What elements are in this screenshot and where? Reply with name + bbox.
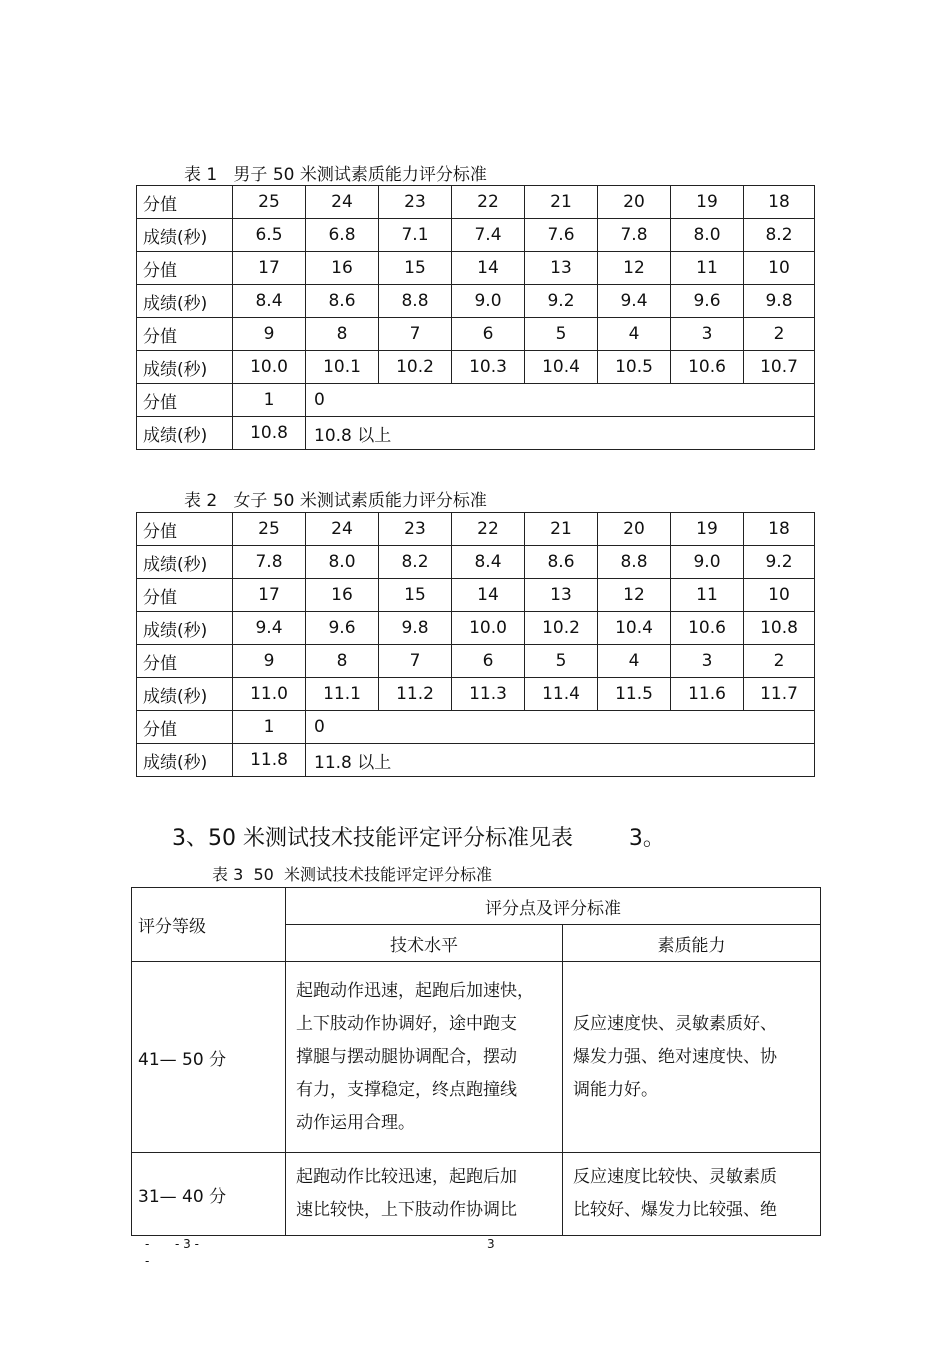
table-row [137, 186, 815, 219]
table-cell: 13 [525, 252, 598, 285]
table-cell: 7.6 [525, 219, 598, 252]
table-cell: 4 [598, 645, 671, 678]
table-cell: 9.0 [452, 285, 525, 318]
table-cell: 14 [452, 579, 525, 612]
row-label: 成绩(秒) [137, 612, 233, 645]
table-cell: 8.4 [452, 546, 525, 579]
table-cell: 8.0 [306, 546, 379, 579]
table-cell: 9.2 [525, 285, 598, 318]
table-cell: 7.4 [452, 219, 525, 252]
table-cell: 10.2 [525, 612, 598, 645]
text-line: 比较好、爆发力比较强、绝 [573, 1200, 777, 1220]
table-cell: 25 [233, 186, 306, 219]
table-cell: 12 [598, 252, 671, 285]
table-cell: 7.1 [379, 219, 452, 252]
table-cell: 21 [525, 186, 598, 219]
table-row [137, 645, 815, 678]
text-line: 反应速度快、灵敏素质好、 [573, 1013, 777, 1034]
row-label: 成绩(秒) [137, 744, 233, 777]
table-cell: 7.8 [598, 219, 671, 252]
table-cell: 9.8 [744, 285, 815, 318]
table-cell: 6.5 [233, 219, 306, 252]
table-cell: 6 [452, 645, 525, 678]
tech-cell [286, 1153, 563, 1236]
table-cell: 23 [379, 513, 452, 546]
table-cell: 21 [525, 513, 598, 546]
table-cell: 9.4 [233, 612, 306, 645]
table-cell: 11.8 [233, 744, 306, 777]
table-cell: 24 [306, 513, 379, 546]
table-cell: 9.6 [306, 612, 379, 645]
text-line: 动作运用合理。 [296, 1112, 415, 1133]
table-cell: 14 [452, 252, 525, 285]
row-label: 分值 [137, 318, 233, 351]
table-row [137, 285, 815, 318]
table-cell: 8.2 [379, 546, 452, 579]
text-line: 爆发力强、绝对速度快、协 [573, 1046, 777, 1067]
row-label: 成绩(秒) [137, 678, 233, 711]
table-cell: 13 [525, 579, 598, 612]
table-cell: 7 [379, 318, 452, 351]
table3-technique [131, 887, 821, 1236]
table-cell: 24 [306, 186, 379, 219]
table-row [137, 318, 815, 351]
table-row [137, 546, 815, 579]
table-cell: 6 [452, 318, 525, 351]
row-label: 分值 [137, 186, 233, 219]
table-row [137, 417, 815, 450]
grade-cell: 41— 50 分 [132, 962, 286, 1153]
table-cell: 10.7 [744, 351, 815, 384]
table-cell: 23 [379, 186, 452, 219]
table-cell: 5 [525, 318, 598, 351]
footer-page-marker: - 3 - [175, 1237, 199, 1251]
row-label: 成绩(秒) [137, 546, 233, 579]
row-label: 分值 [137, 384, 233, 417]
footer-page-number: 3 [487, 1237, 495, 1251]
table-row [137, 252, 815, 285]
table-cell: 8.6 [306, 285, 379, 318]
row-label: 分值 [137, 711, 233, 744]
table-cell: 9.0 [671, 546, 744, 579]
table-cell: 11.3 [452, 678, 525, 711]
table-cell: 25 [233, 513, 306, 546]
table-cell: 9 [233, 318, 306, 351]
table-cell: 10.3 [452, 351, 525, 384]
table-cell: 4 [598, 318, 671, 351]
table2-female-50m [136, 512, 815, 777]
text-line: 速比较快，上下肢动作协调比 [296, 1200, 517, 1220]
row-label: 成绩(秒) [137, 351, 233, 384]
table-cell: 8 [306, 645, 379, 678]
table-cell: 0 [306, 384, 815, 417]
grade-cell: 31— 40 分 [132, 1153, 286, 1236]
text-line: 起跑动作比较迅速，起跑后加 [296, 1167, 517, 1187]
table2-caption: 表 2 女子 50 米测试素质能力评分标准 [184, 491, 487, 511]
row-label: 分值 [137, 579, 233, 612]
table-cell: 9 [233, 645, 306, 678]
table-cell: 18 [744, 186, 815, 219]
table-cell: 8.8 [379, 285, 452, 318]
table-cell: 17 [233, 579, 306, 612]
table-cell: 11.7 [744, 678, 815, 711]
table-cell: 19 [671, 513, 744, 546]
table-cell: 8.2 [744, 219, 815, 252]
table-row [137, 219, 815, 252]
table-cell: 1 [233, 711, 306, 744]
table-cell: 10.4 [525, 351, 598, 384]
row-label: 分值 [137, 252, 233, 285]
table-cell: 10.0 [452, 612, 525, 645]
table-row [137, 744, 815, 777]
text-line: 撑腿与摆动腿协调配合，摆动 [296, 1046, 517, 1067]
row-label: 成绩(秒) [137, 417, 233, 450]
row-label: 分值 [137, 513, 233, 546]
table-row [132, 1153, 821, 1236]
table-cell: 15 [379, 579, 452, 612]
table-cell: 9.8 [379, 612, 452, 645]
header-group: 评分点及评分标准 [286, 888, 821, 925]
table-cell: 11 [671, 579, 744, 612]
table1-caption: 表 1 男子 50 米测试素质能力评分标准 [184, 165, 487, 185]
table-cell: 7 [379, 645, 452, 678]
table-cell: 10.4 [598, 612, 671, 645]
header-grade: 评分等级 [132, 888, 286, 962]
table-cell: 9.2 [744, 546, 815, 579]
table-cell: 3 [671, 645, 744, 678]
table-cell: 12 [598, 579, 671, 612]
table-cell: 6.8 [306, 219, 379, 252]
table-cell: 10.1 [306, 351, 379, 384]
table-cell: 10.6 [671, 351, 744, 384]
table-cell: 22 [452, 186, 525, 219]
table-row [137, 711, 815, 744]
table-cell: 10.2 [379, 351, 452, 384]
table-cell: 16 [306, 252, 379, 285]
quality-cell [563, 962, 821, 1153]
table-cell: 15 [379, 252, 452, 285]
table-row [137, 384, 815, 417]
table-row [137, 579, 815, 612]
table-cell: 20 [598, 186, 671, 219]
table-cell: 11.5 [598, 678, 671, 711]
table-cell: 19 [671, 186, 744, 219]
header-quality: 素质能力 [563, 925, 821, 962]
table-cell: 8 [306, 318, 379, 351]
table-cell: 3 [671, 318, 744, 351]
table-cell: 20 [598, 513, 671, 546]
text-line: 调能力好。 [573, 1079, 658, 1100]
table-cell: 11.8 以上 [306, 744, 815, 777]
table-cell: 16 [306, 579, 379, 612]
table-cell: 1 [233, 384, 306, 417]
table1-male-50m [136, 185, 815, 450]
tech-cell [286, 962, 563, 1153]
footer-left-dash-2: - [145, 1254, 150, 1268]
table-cell: 11.1 [306, 678, 379, 711]
table-cell: 10.8 以上 [306, 417, 815, 450]
table-cell: 11.0 [233, 678, 306, 711]
table3-caption: 表 3 50 米测试技术技能评定评分标准 [212, 865, 492, 884]
table-cell: 7.8 [233, 546, 306, 579]
table-cell: 5 [525, 645, 598, 678]
text-line: 反应速度比较快、灵敏素质 [573, 1167, 777, 1187]
table-cell: 11 [671, 252, 744, 285]
text-line: 起跑动作迅速，起跑后加速快， [296, 980, 534, 1001]
table-row [132, 962, 821, 1153]
table-cell: 8.4 [233, 285, 306, 318]
table-cell: 17 [233, 252, 306, 285]
table-cell: 10 [744, 579, 815, 612]
text-line: 上下肢动作协调好，途中跑支 [296, 1013, 517, 1034]
row-label: 成绩(秒) [137, 219, 233, 252]
table-cell: 9.6 [671, 285, 744, 318]
text-line: 有力，支撑稳定，终点跑撞线 [296, 1079, 517, 1100]
table-cell: 10.5 [598, 351, 671, 384]
header-tech: 技术水平 [286, 925, 563, 962]
table-cell: 18 [744, 513, 815, 546]
quality-cell [563, 1153, 821, 1236]
table-cell: 9.4 [598, 285, 671, 318]
table-cell: 2 [744, 645, 815, 678]
table-cell: 8.8 [598, 546, 671, 579]
table-cell: 10 [744, 252, 815, 285]
table-row [137, 678, 815, 711]
section-heading: 3、50 米测试技术技能评定评分标准见表 3。 [172, 826, 665, 851]
table-cell: 0 [306, 711, 815, 744]
table-cell: 2 [744, 318, 815, 351]
table-cell: 10.6 [671, 612, 744, 645]
table-row [137, 351, 815, 384]
row-label: 分值 [137, 645, 233, 678]
table-cell: 10.8 [744, 612, 815, 645]
table-cell: 11.6 [671, 678, 744, 711]
table-cell: 8.0 [671, 219, 744, 252]
table-cell: 11.4 [525, 678, 598, 711]
table-row [137, 612, 815, 645]
table-cell: 11.2 [379, 678, 452, 711]
row-label: 成绩(秒) [137, 285, 233, 318]
table-cell: 10.0 [233, 351, 306, 384]
table-cell: 22 [452, 513, 525, 546]
table-cell: 10.8 [233, 417, 306, 450]
table-row [137, 513, 815, 546]
table-cell: 8.6 [525, 546, 598, 579]
footer-left-dash: - [145, 1237, 150, 1251]
